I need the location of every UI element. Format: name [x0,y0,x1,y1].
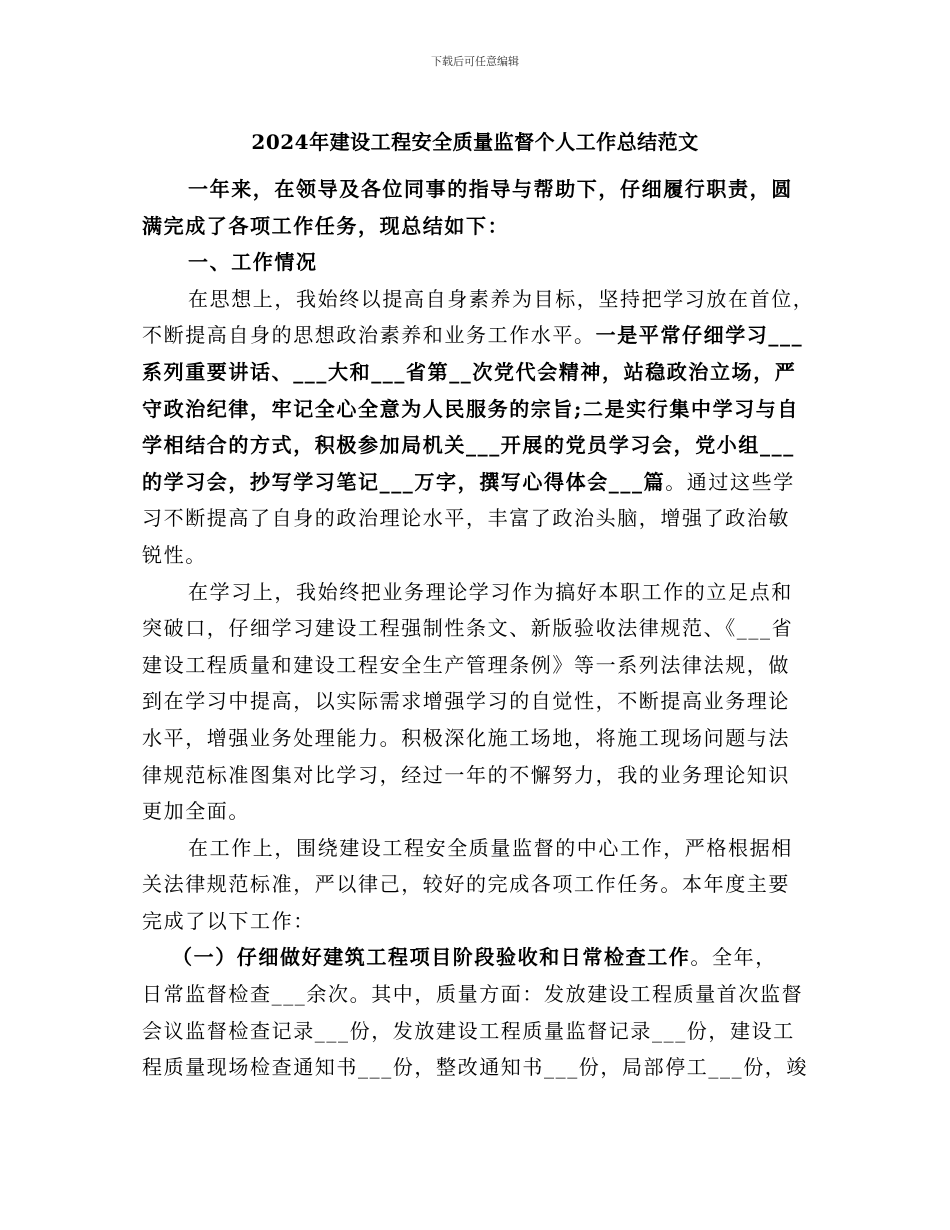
text-line: 会议监督检查记录___份，发放建设工程质量监督记录___份，建设工 [142,1018,795,1043]
text-line: 习不断提高了自身的政治理论水平，丰富了政治头脑，增强了政治敏 [142,506,790,531]
work-paragraph [142,830,808,940]
text-line: 学相结合的方式，积极参加局机关___开展的党员学习会，党小组___ [142,433,795,458]
document-title: 2024年建设工程安全质量监督个人工作总结范文 [251,130,699,154]
subsection-heading: （一）仔细做好建筑工程项目阶段验收和日常检查工作 [172,945,691,970]
text-line: 到在学习中提高，以实际需求增强学习的自觉性，不断提高业务理论 [142,689,790,714]
text-line: 日常监督检查___余次。其中，质量方面：发放建设工程质量首次监督 [142,982,804,1007]
text-run: 。通过这些学 [665,469,795,494]
intro-paragraph [142,171,808,244]
section-heading [142,244,808,281]
text-line: 一年来，在领导及各位同事的指导与帮助下，仔细履行职责，圆 [188,177,793,201]
text-line [142,464,808,501]
text-run-bold: 一是平常仔细学习___ [595,323,804,348]
text-line: 在工作上，围绕建设工程安全质量监督的中心工作，严格根据相 [188,835,793,860]
text-line: 关法律规范标准，严以律己，较好的完成各项工作任务。本年度主要 [142,872,790,897]
text-line: 一、工作情况 [188,250,318,275]
text-line: 水平，增强业务处理能力。积极深化施工场地，将施工现场问题与法 [142,725,790,750]
text-line: 突破口，仔细学习建设工程强制性条文、新版验收法律规范、《___省 [142,616,794,641]
text-run-bold: 的学习会，抄写学习笔记___万字，撰写心得体会___篇 [142,469,666,494]
text-line: 更加全面。 [142,799,250,824]
ideology-paragraph [142,281,815,574]
text-line [142,317,808,354]
document-body [142,171,815,1086]
text-line: 建设工程质量和建设工程安全生产管理条例》等一系列法律法规，做 [142,652,790,677]
header-note: 下载后可任意编辑 [431,55,519,68]
text-line: 守政治纪律，牢记全心全意为人民服务的宗旨;二是实行集中学习与自 [142,396,799,421]
text-run: 。全年， [690,945,777,970]
text-line: 完成了以下工作： [142,908,315,933]
text-line: 在学习上，我始终把业务理论学习作为搞好本职工作的立足点和 [188,579,793,604]
text-run: 不断提高自身的思想政治素养和业务工作水平。 [142,323,596,348]
text-line: 律规范标准图集对比学习，经过一年的不懈努力，我的业务理论知识 [142,762,790,787]
text-line [142,939,808,976]
text-line: 系列重要讲话、___大和___省第__次党代会精神，站稳政治立场，严 [142,359,797,384]
text-line: 程质量现场检查通知书___份，整改通知书___份，局部停工___份，竣 [142,1055,808,1080]
text-line: 满完成了各项工作任务，现总结如下： [142,213,510,238]
subsection-one-paragraph [142,939,808,1085]
study-paragraph [142,574,808,830]
text-line: 在思想上，我始终以提高自身素养为目标，坚持把学习放在首位， [188,286,815,311]
text-line: 锐性。 [142,542,207,567]
